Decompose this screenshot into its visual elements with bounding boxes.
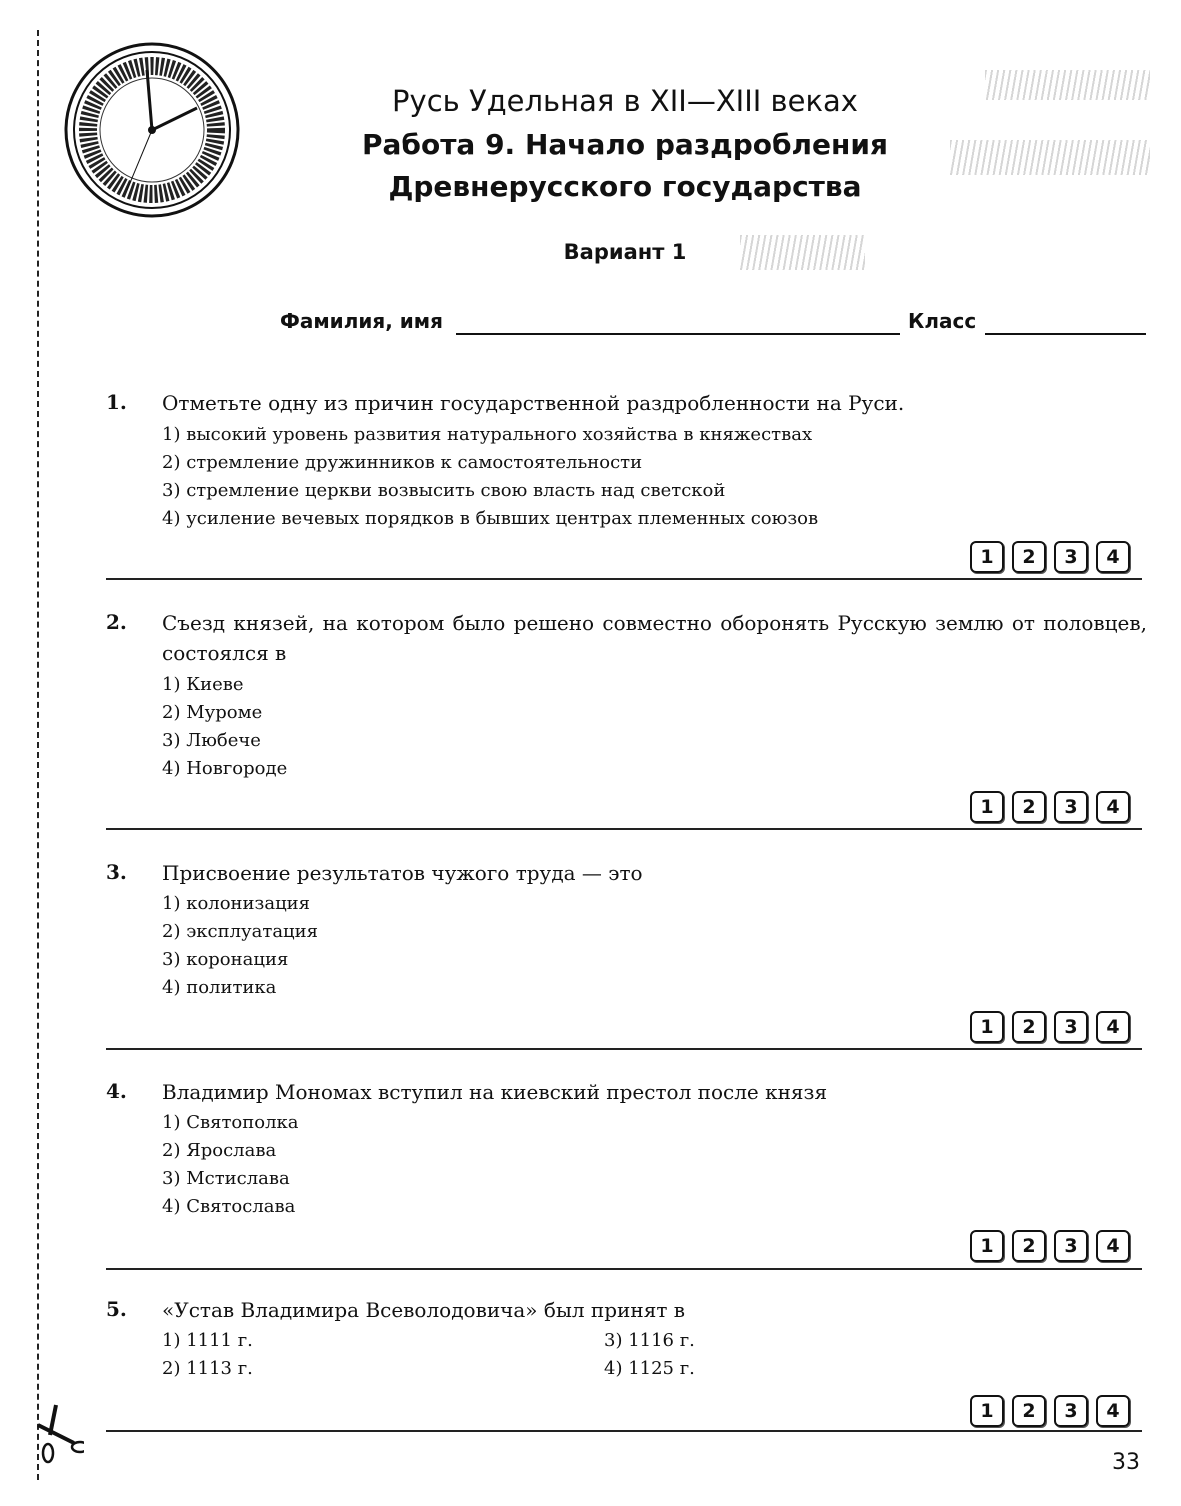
answer-box-2[interactable]: 2 [1012, 1011, 1046, 1043]
question-text: Отметьте одну из причин государственной раздробленности на Руси. [162, 391, 905, 415]
answer-boxes [970, 1395, 1130, 1427]
answer-box-3[interactable]: 3 [1054, 791, 1088, 823]
name-label: Фамилия, имя [280, 309, 443, 333]
answer-option: 2) эксплуатация [162, 921, 318, 942]
answer-option: 4) Святослава [162, 1196, 296, 1217]
answer-box-1[interactable]: 1 [970, 1011, 1004, 1043]
scissors-icon [14, 1395, 84, 1465]
answer-box-1[interactable]: 1 [970, 791, 1004, 823]
answer-boxes [970, 1230, 1130, 1262]
answer-box-2[interactable]: 2 [1012, 1395, 1046, 1427]
answer-box-4[interactable]: 4 [1096, 1230, 1130, 1262]
answer-boxes [970, 541, 1130, 573]
answer-box-3[interactable]: 3 [1054, 1011, 1088, 1043]
question-text: «Устав Владимира Всеволодовича» был принят в [162, 1298, 686, 1322]
answer-option: 3) Любече [162, 730, 261, 751]
answer-box-2[interactable]: 2 [1012, 541, 1046, 573]
page-title-line2: Древнерусского государства [388, 170, 862, 203]
answer-option: 1) Святополка [162, 1112, 299, 1133]
answer-option: 1) колонизация [162, 893, 311, 914]
answer-box-3[interactable]: 3 [1054, 1230, 1088, 1262]
answer-option: 4) усиление вечевых порядков в бывших центрах племенных союзов [162, 508, 819, 529]
question-number: 4. [106, 1079, 127, 1103]
divider [106, 1430, 1142, 1432]
question-number: 2. [106, 610, 127, 634]
answer-box-4[interactable]: 4 [1096, 1011, 1130, 1043]
answer-box-2[interactable]: 2 [1012, 1230, 1046, 1262]
answer-box-3[interactable]: 3 [1054, 1395, 1088, 1427]
decorative-texture [985, 70, 1150, 100]
decorative-texture [950, 140, 1150, 175]
answer-box-4[interactable]: 4 [1096, 541, 1130, 573]
page-title-line1: Работа 9. Начало раздробления [362, 128, 888, 161]
page-number: 33 [1112, 1450, 1140, 1475]
section-title: Русь Удельная в XII—XIII веках [392, 84, 858, 118]
answer-option: 1) Киеве [162, 674, 244, 695]
answer-option: 2) Ярослава [162, 1140, 277, 1161]
answer-box-2[interactable]: 2 [1012, 791, 1046, 823]
class-label: Класс [908, 309, 977, 333]
answer-box-1[interactable]: 1 [970, 1395, 1004, 1427]
divider [106, 578, 1142, 580]
clock-icon [62, 40, 242, 220]
answer-boxes [970, 1011, 1130, 1043]
question-text: Присвоение результатов чужого труда — это [162, 861, 643, 885]
answer-option: 4) политика [162, 977, 277, 998]
answer-option: 4) Новгороде [162, 758, 288, 779]
answer-option: 1) 1111 г. [162, 1330, 253, 1351]
question-number: 5. [106, 1297, 127, 1321]
answer-option: 4) 1125 г. [604, 1358, 695, 1379]
answer-option: 2) стремление дружинников к самостоятельности [162, 452, 643, 473]
answer-option: 3) коронация [162, 949, 289, 970]
question-text: Съезд князей, на котором было решено совместно оборонять Русскую землю от половцев, состоялся в [162, 611, 1147, 665]
divider [106, 1048, 1142, 1050]
question-number: 1. [106, 390, 127, 414]
question-number: 3. [106, 860, 127, 884]
answer-box-4[interactable]: 4 [1096, 1395, 1130, 1427]
answer-option: 1) высокий уровень развития натурального хозяйства в княжествах [162, 424, 813, 445]
divider [106, 1268, 1142, 1270]
answer-box-1[interactable]: 1 [970, 1230, 1004, 1262]
cut-line [37, 30, 39, 1480]
answer-boxes [970, 791, 1130, 823]
name-input-line[interactable] [456, 333, 900, 335]
answer-option: 2) 1113 г. [162, 1358, 253, 1379]
answer-option: 3) 1116 г. [604, 1330, 695, 1351]
answer-box-1[interactable]: 1 [970, 541, 1004, 573]
answer-option: 3) Мстислава [162, 1168, 290, 1189]
answer-box-4[interactable]: 4 [1096, 791, 1130, 823]
answer-option: 3) стремление церкви возвысить свою власть над светской [162, 480, 726, 501]
class-input-line[interactable] [985, 333, 1146, 335]
variant-label: Вариант 1 [563, 240, 687, 264]
question-text: Владимир Мономах вступил на киевский престол после князя [162, 1080, 828, 1104]
answer-option: 2) Муроме [162, 702, 263, 723]
answer-box-3[interactable]: 3 [1054, 541, 1088, 573]
divider [106, 828, 1142, 830]
